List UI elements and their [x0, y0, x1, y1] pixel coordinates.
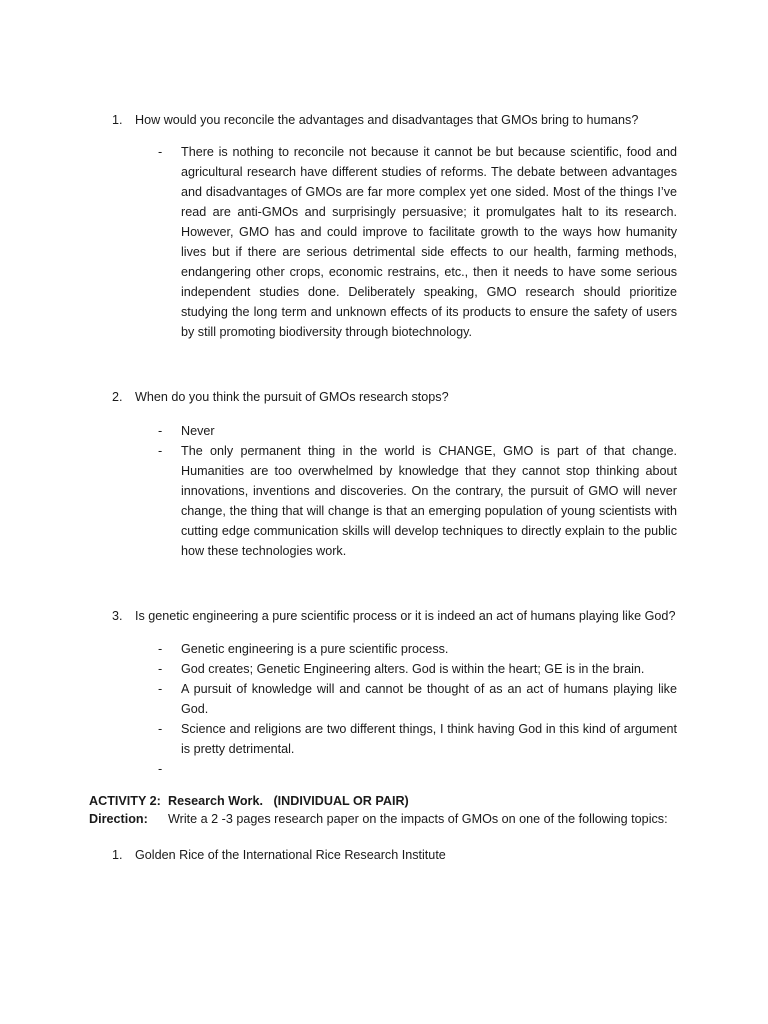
answer-item — [156, 719, 677, 759]
question-text: When do you think the pursuit of GMOs research stops? — [135, 390, 449, 404]
question-text: Is genetic engineering a pure scientific process or it is indeed an act of humans playing like God? — [135, 609, 676, 623]
answer-text: God creates; Genetic Engineering alters. God is within the heart; GE is in the brain. — [181, 662, 645, 676]
activity-title: Research Work. — [168, 794, 263, 808]
answer-text: Science and religions are two different things, I think having God in this kind of argument is pretty detrimental. — [181, 722, 677, 756]
answer-item — [156, 142, 677, 342]
topic-number: 1. — [112, 848, 123, 862]
answer-item — [156, 679, 677, 719]
answer-item-empty — [156, 759, 677, 779]
question-number: 1. — [112, 113, 123, 127]
activity-mode: (INDIVIDUAL OR PAIR) — [273, 794, 409, 808]
direction-label: Direction: — [89, 812, 148, 826]
activity-heading — [89, 792, 409, 810]
direction-line — [89, 810, 668, 828]
answer-item — [156, 639, 677, 659]
answer-text: Never — [181, 424, 215, 438]
bullet-dash: - — [158, 444, 163, 458]
answer-item — [156, 421, 677, 441]
bullet-dash: - — [158, 145, 163, 159]
answer-text: The only permanent thing in the world is CHANGE, GMO is part of that change. Humanities are too overwhelmed by knowledge that they cannot stop thinking about innovations, inventions and discoveries. On the contrary, the pursuit of GMO will never change, the thing that will change is that an emerging population of young scientists with cutting edge communication skills will develop techniques to directly explain to the public how these technologies work. — [181, 444, 677, 558]
answer-item — [156, 441, 677, 561]
bullet-dash: - — [158, 722, 163, 736]
bullet-dash: - — [158, 642, 163, 656]
topic-text: Golden Rice of the International Rice Research Institute — [135, 848, 446, 862]
activity-label: ACTIVITY 2: — [89, 794, 161, 808]
bullet-dash: - — [158, 682, 163, 696]
bullet-dash: - — [158, 662, 163, 676]
bullet-dash: - — [158, 424, 163, 438]
answer-item — [156, 659, 677, 679]
answers-1 — [156, 142, 677, 342]
answer-text: There is nothing to reconcile not because it cannot be but because scientific, food and agricultural research have different studies of reforms. The debate between advantages and disadvantages of GMOs are far more complex yet one sided. Most of the things I’ve read are anti-GMOs and surprisingly persuasive; it promulgates halt to its research. However, GMO has and could improve to facilitate growth to the ways how humanity lives but if there are serious detrimental side effects to our health, farming methods, endangering other crops, economic restrains, etc., then it needs to have some serious independent studies done. Deliberately speaking, GMO research should prioritize studying the long term and unknown effects of its products to ensure the safety of users by still promoting biodiversity through biotechnology. — [181, 145, 677, 339]
answer-text: A pursuit of knowledge will and cannot be thought of as an act of humans playing like God. — [181, 682, 677, 716]
answer-text: Genetic engineering is a pure scientific process. — [181, 642, 449, 656]
direction-text: Write a 2 -3 pages research paper on the impacts of GMOs on one of the following topics: — [168, 812, 668, 826]
answers-2 — [156, 421, 677, 561]
question-text: How would you reconcile the advantages and disadvantages that GMOs bring to humans? — [135, 113, 639, 127]
question-number: 3. — [112, 609, 123, 623]
answers-3 — [156, 639, 677, 779]
bullet-dash: - — [158, 762, 163, 776]
question-number: 2. — [112, 390, 123, 404]
